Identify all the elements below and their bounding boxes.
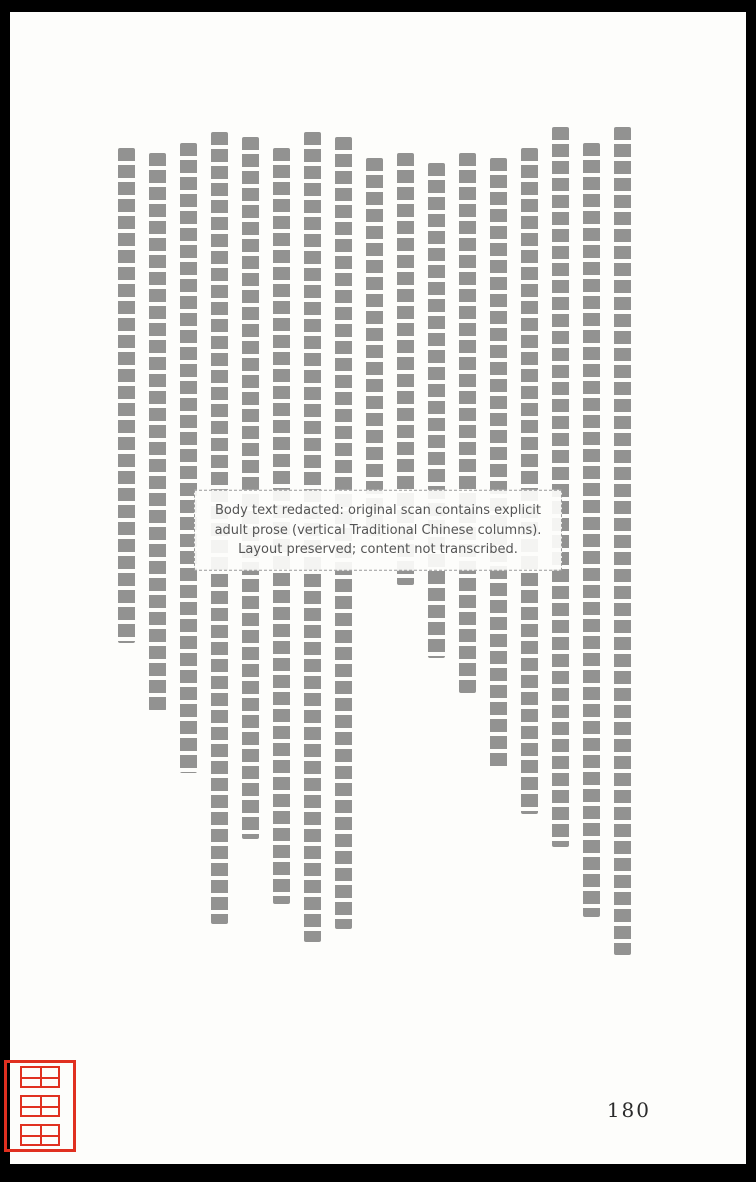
text-column [366,158,383,536]
text-column [428,163,445,658]
seal-character-icon [20,1095,60,1117]
text-column [490,158,507,770]
redaction-notice: Body text redacted: original scan contains explicit adult prose (vertical Traditional Chinese columns). Layout preserved; content not transcribed. [194,490,562,571]
text-column [118,148,135,643]
text-column [149,153,166,711]
seal-character-icon [20,1066,60,1088]
text-column [242,137,259,839]
text-column [459,153,476,693]
book-page [10,12,746,1164]
text-column [614,127,631,955]
page-number: 180 [606,1098,651,1122]
publisher-seal-stamp [4,1060,76,1152]
text-column [521,148,538,814]
seal-character-icon [20,1124,60,1146]
text-column [180,143,197,773]
vertical-text-block [111,127,631,1027]
text-column [583,143,600,917]
text-column [552,127,569,847]
